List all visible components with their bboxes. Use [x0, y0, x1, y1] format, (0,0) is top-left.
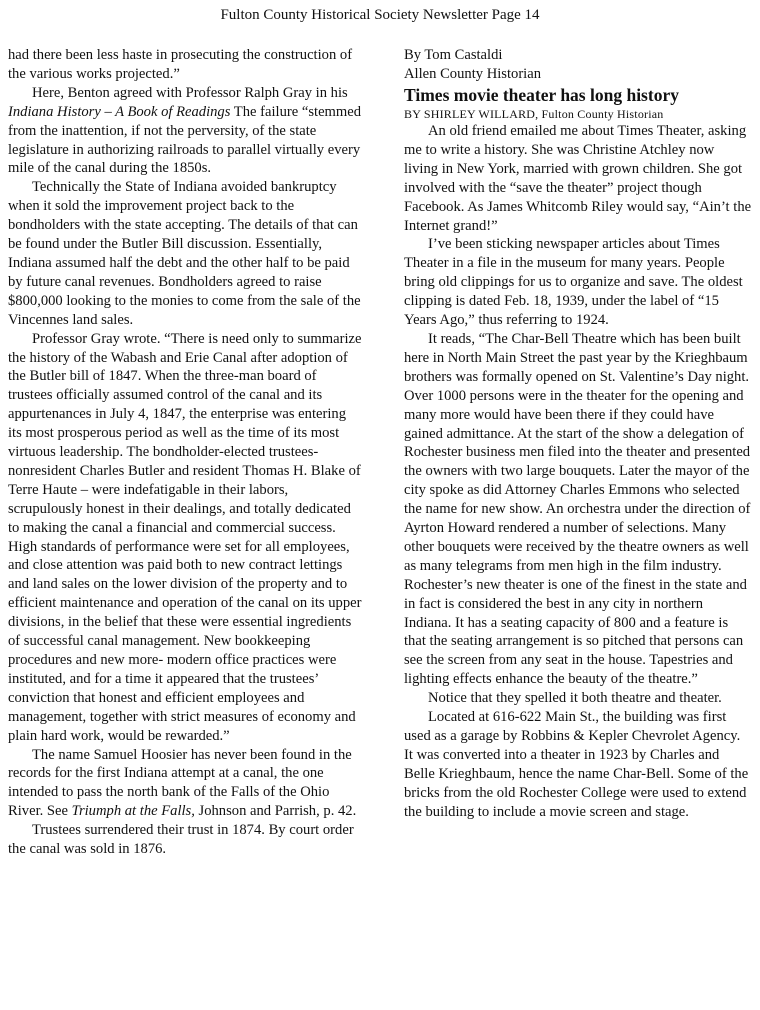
author-title: Allen County Historian	[404, 66, 542, 82]
author-name: By Tom Castaldi	[404, 47, 503, 63]
paragraph	[8, 84, 362, 179]
paragraph: I’ve been sticking newspaper articles about Times Theater in a file in the museum for many years. People bring old clippings for us to organize and save. The oldest clipping is dated Feb. 18, 1939, under the label of “15 Years Ago,” thus referring to 1924.	[404, 236, 743, 329]
text-run: Johnson and Parrish, p. 42.	[194, 803, 357, 820]
right-column	[404, 46, 752, 822]
paragraph: Technically the State of Indiana avoided bankruptcy when it sold the improvement project back to the bondholders with the state accepting. The details of that can be found under the Butler Bill discussion. Essentially, Indiana assumed half the debt and the other half to be paid by future canal revenues. Bondholders agreed to raise $800,000 looking to the monies to come from the sale of the Vincennes land sales.	[8, 179, 361, 328]
page-header: Fulton County Historical Society Newsletter Page 14	[220, 7, 540, 23]
text-run: The failure “stemmed from the inattention, if not the perversity, of the state legislature in authorizing railroads to parallel virtually every mile of the canal during the 1850s.	[8, 103, 362, 177]
article-byline	[404, 106, 752, 122]
paragraph: It reads, “The Char-Bell Theatre which has been built here in North Main Street the past year by the Krieghbaum brothers was formally opened on St. Valentine’s Day night. Over 1000 persons were in the theater for the opening and many more would have been there if they could have gained admittance. At the start of the show a delegation of Rochester business men filed into the theater and presented the owners with two large bouquets. Later the mayor of the city spoke as did Attorney Charles Emmons who selected the name for new show. An orchestra under the direction of Ayrton Howard rendered a number of selections. Many other bouquets were received by the theatre owners as well as many telegrams from men high in the film industry. Rochester’s new theater is one of the finest in the state and in fact is considered the best in any city in northern Indiana. It has a seating capacity of 800 and a feature is that the seating arrangement is so pitched that persons can see the screen from any seat in the house. Tapestries and lighting effects enhance the beauty of the theatre.”	[404, 330, 751, 688]
paragraph: Professor Gray wrote. “There is need only to summarize the history of the Wabash and Erie Canal after adoption of the Butler bill of 1847. When the three-man board of trustees officially assumed control of the canal and its appurtenances in July 4, 1847, the enterprise was entering its most prosperous period as well as the time of its most virtuous leadership. The bondholder-elected trustees- nonresident Charles Butler and resident Thomas H. Blake of Terre Haute – were indefatigable in their labors, scrupulously honest in their dealings, and totally dedicated to making the canal a financial and commercial success. High standards of performance were set for all employees, and close attention was paid both to new contract lettings and land sales on the lower division of the property and to efficient maintenance and operation of the canal on its upper divisions, in the belief that these were essential ingredients of successful canal management. New bookkeeping procedures and new more- modern office practices were instituted, and for a time it appeared that the trustees’ conviction that honest and efficient employees and management, together with strict measures of economy and plain hard work, would be rewarded.”	[8, 330, 362, 744]
text-run: Here, Benton agreed with Professor Ralph Gray in his	[32, 84, 348, 101]
byline-role: , Fulton County Historian	[535, 107, 664, 121]
left-column	[8, 46, 362, 859]
paragraph: Notice that they spelled it both theatre and theater.	[428, 690, 722, 707]
paragraph: had there been less haste in prosecuting the construction of the various works projected.”	[8, 47, 353, 82]
article-title: Times movie theater has long history	[404, 85, 679, 105]
text-run: The name Samuel Hoosier has never been found in the records for the first Indiana attempt at a canal, the one intended to pass the north bank of the Falls of the Ohio River. See	[8, 746, 352, 820]
book-title: Indiana History – A Book of Readings	[8, 103, 231, 120]
byline-name: SHIRLEY WILLARD	[423, 107, 536, 121]
paragraph: Trustees surrendered their trust in 1874. By court order the canal was sold in 1876.	[8, 822, 354, 858]
paragraph	[8, 746, 362, 822]
book-title: Triumph at the Falls,	[71, 803, 195, 820]
paragraph: Located at 616-622 Main St., the building was first used as a garage by Robbins & Kepler Chevrolet Agency. It was converted into a theater in 1923 by Charles and Belle Krieghbaum, hence the name Char-Bell. Some of the bricks from the old Rochester College were used to extend the building to include a movie screen and stage.	[404, 709, 749, 820]
byline-by: BY	[404, 107, 424, 121]
paragraph: An old friend emailed me about Times Theater, asking me to write a history. She was Christine Atchley now living in New York, married with grown children. She got involved with the “save the theater” project though Facebook. As James Whitcomb Riley would say, “Ain’t the Internet grand!”	[404, 123, 752, 234]
